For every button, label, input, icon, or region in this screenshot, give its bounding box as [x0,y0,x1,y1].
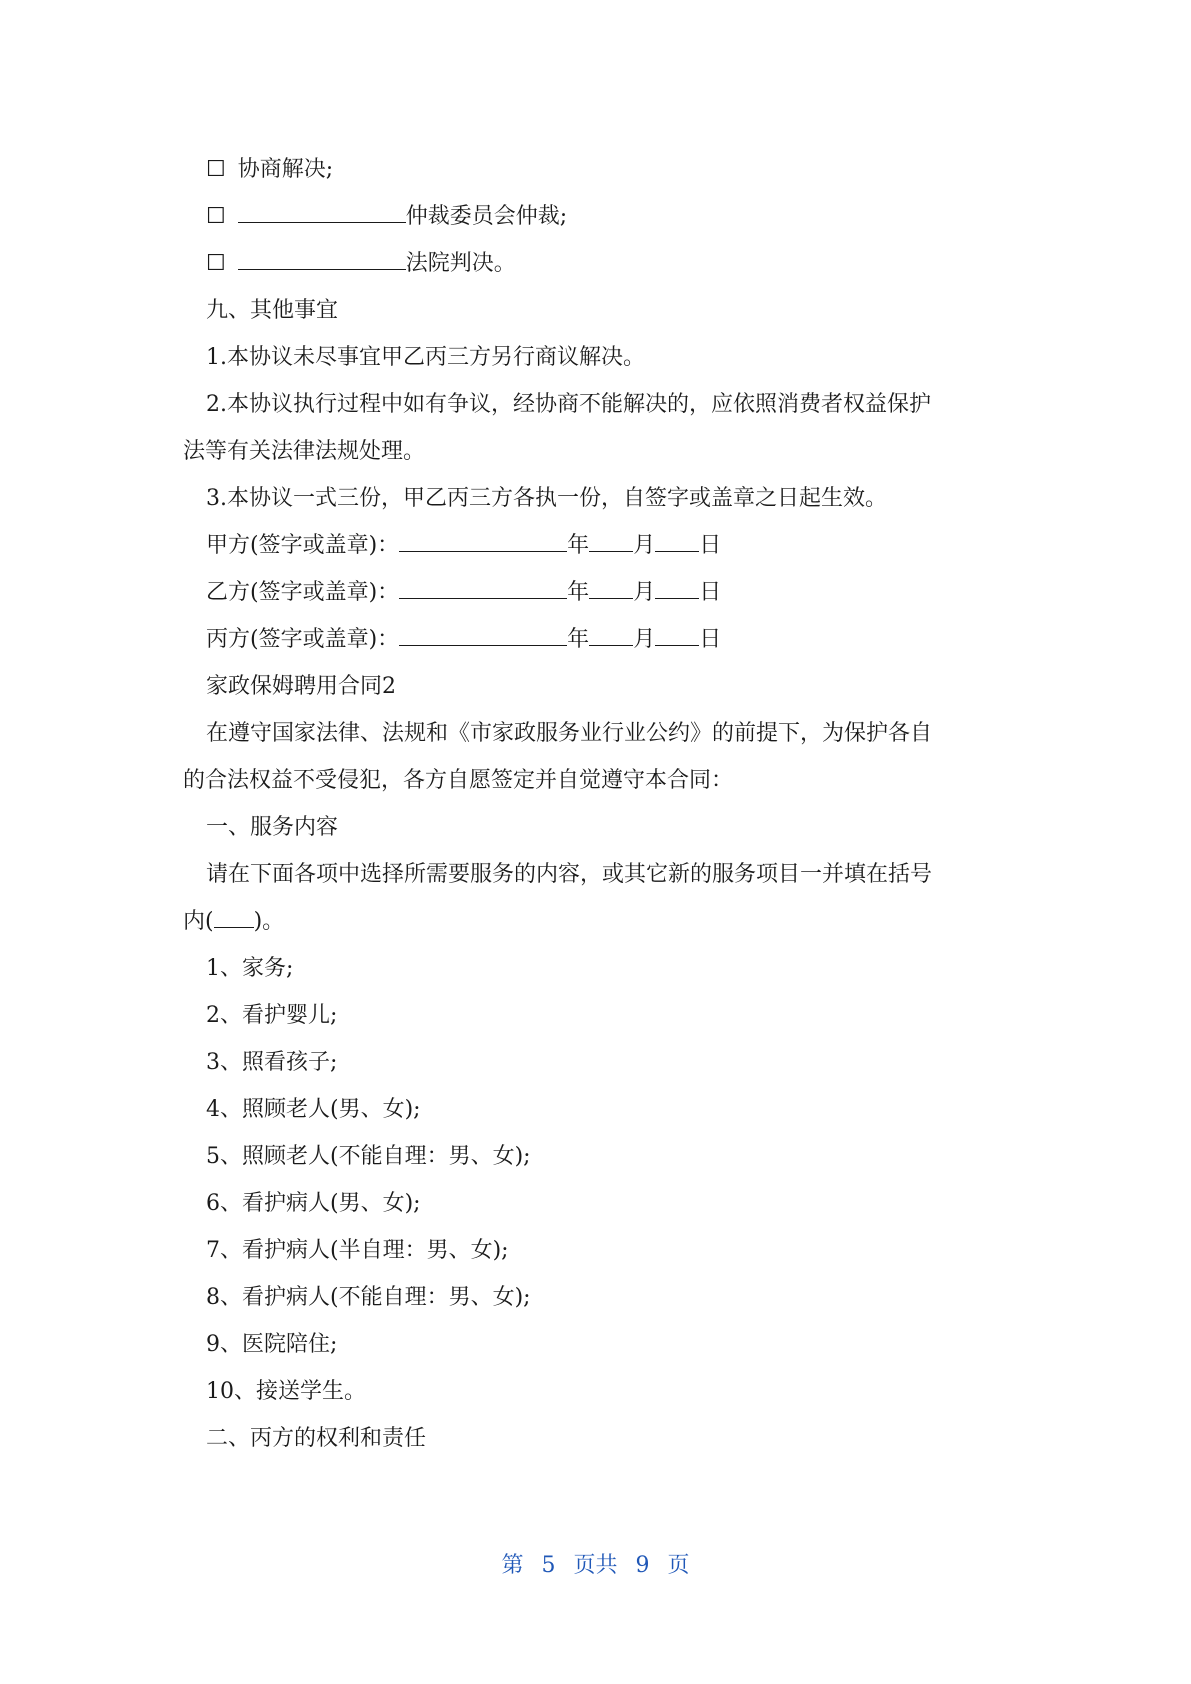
paragraph: 1.本协议未尽事宜甲乙丙三方另行商议解决。 [206,345,645,370]
month-blank [589,623,633,646]
paragraph [183,898,1011,945]
section-heading: 二、丙方的权利和责任 [206,1426,427,1451]
section-heading: 九、其他事宜 [206,298,339,323]
day-blank [655,529,699,552]
list-item: 3、照看孩子; [206,1050,338,1075]
contract-title: 家政保姆聘用合同2 [206,674,396,699]
paragraph: 3.本协议一式三份，甲乙丙三方各执一份，自签字或盖章之日起生效。 [206,486,887,511]
day-blank [655,623,699,646]
signature-blank [399,623,567,646]
section-heading: 一、服务内容 [206,815,339,840]
paragraph: 在遵守国家法律、法规和《市家政服务业行业公约》的前提下，为保护各自 [206,721,933,746]
paragraph: 2.本协议执行过程中如有争议，经协商不能解决的，应依照消费者权益保护 [206,392,931,417]
footer-middle: 页共 [573,1553,618,1578]
signature-line-party-c [183,616,1011,663]
document-body [183,146,1011,1462]
year-label: 年 [567,580,590,605]
signature-label: 甲方(签字或盖章)： [206,533,400,558]
page-footer [0,1548,1191,1579]
signature-blank [399,529,567,552]
year-label: 年 [567,627,590,652]
current-page-number: 5 [541,1553,556,1578]
list-item: 5、照顾老人(不能自理：男、女); [206,1144,531,1169]
checkbox-option-arbitration [183,193,1011,240]
checkbox-icon: ☐ [206,251,226,276]
paragraph: 请在下面各项中选择所需要服务的内容，或其它新的服务项目一并填在括号 [206,862,933,887]
month-blank [589,576,633,599]
month-label: 月 [633,533,656,558]
month-label: 月 [633,580,656,605]
month-label: 月 [633,627,656,652]
list-item: 2、看护婴儿; [206,1003,338,1028]
day-label: 日 [699,627,722,652]
list-item: 6、看护病人(男、女); [206,1191,421,1216]
footer-prefix: 第 [501,1553,524,1578]
total-pages-number: 9 [635,1553,650,1578]
list-item: 8、看护病人(不能自理：男、女); [206,1285,531,1310]
day-blank [655,576,699,599]
list-item: 7、看护病人(半自理：男、女); [206,1238,509,1263]
list-item: 4、照顾老人(男、女); [206,1097,421,1122]
paragraph: 的合法权益不受侵犯，各方自愿签定并自觉遵守本合同： [183,768,734,793]
signature-label: 丙方(签字或盖章)： [206,627,400,652]
option-label: 仲裁委员会仲裁; [405,204,568,229]
checkbox-icon: ☐ [206,157,226,182]
year-label: 年 [567,533,590,558]
option-label: 协商解决; [237,157,334,182]
blank-field [238,247,406,270]
day-label: 日 [699,533,722,558]
signature-line-party-b [183,569,1011,616]
list-item: 1、家务; [206,956,294,981]
checkbox-option-negotiate [183,146,1011,193]
signature-blank [399,576,567,599]
month-blank [589,529,633,552]
footer-suffix: 页 [667,1553,690,1578]
option-label: 法院判决。 [405,251,516,276]
signature-label: 乙方(签字或盖章)： [206,580,400,605]
blank-field [238,200,406,223]
paragraph: 法等有关法律法规处理。 [183,439,426,464]
list-item: 9、医院陪住; [206,1332,338,1357]
checkbox-option-court [183,240,1011,287]
paren-suffix: )。 [253,909,285,934]
day-label: 日 [699,580,722,605]
list-item: 10、接送学生。 [206,1379,366,1404]
checkbox-icon: ☐ [206,204,226,229]
paren-prefix: 内( [183,909,214,934]
blank-field [214,905,254,928]
signature-line-party-a [183,522,1011,569]
